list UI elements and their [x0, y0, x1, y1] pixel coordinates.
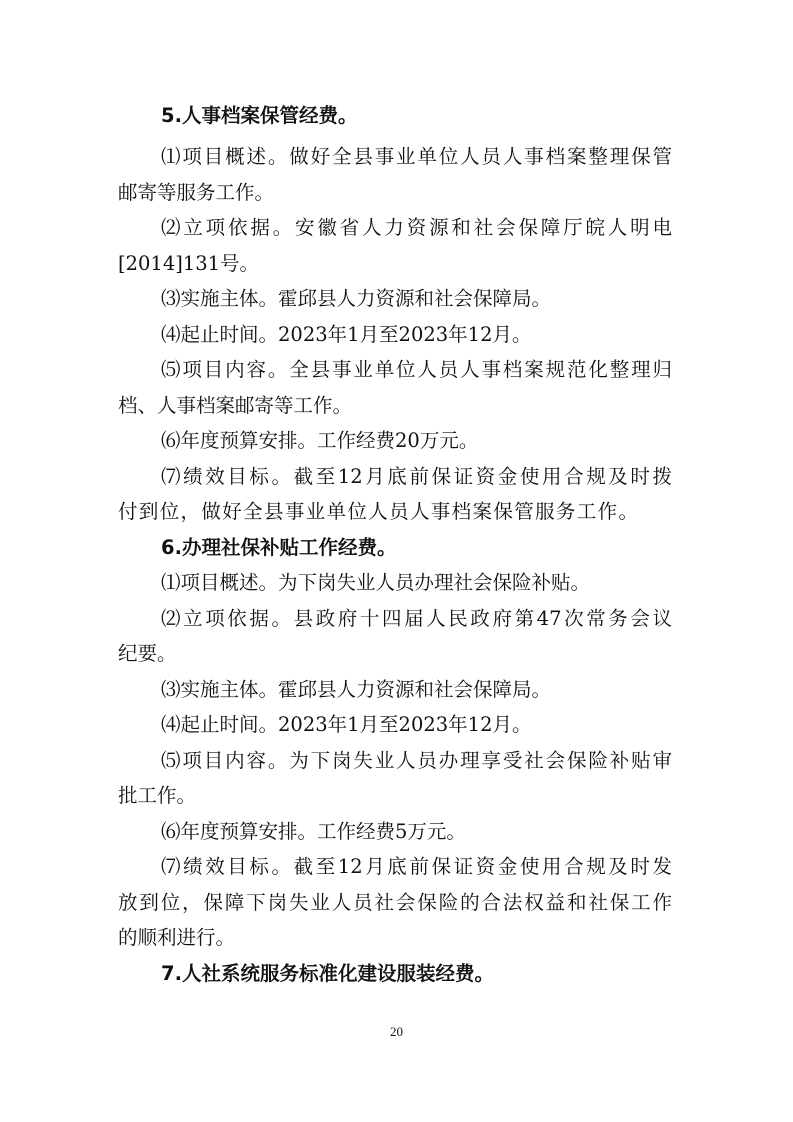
item-6-7-line1: ⑺绩效目标。截至12月底前保证资金使用合规及时发	[161, 855, 672, 878]
item-6-7-line2: 放到位，保障下岗失业人员社会保险的合法权益和社保工作	[118, 891, 672, 914]
item-6-6: ⑹年度预算安排。工作经费5万元。	[161, 820, 466, 843]
section-5-heading: 5.人事档案保管经费。	[161, 104, 358, 127]
item-5-5-line2: 档、人事档案邮寄等工作。	[118, 394, 353, 417]
item-5-7-line1: ⑺绩效目标。截至12月底前保证资金使用合规及时拨	[161, 465, 672, 488]
item-5-6: ⑹年度预算安排。工作经费20万元。	[161, 429, 479, 452]
item-5-5-line1: ⑸项目内容。全县事业单位人员人事档案规范化整理归	[161, 358, 672, 381]
item-5-2-line1: ⑵立项依据。安徽省人力资源和社会保障厅皖人明电	[161, 216, 672, 239]
page-number: 20	[390, 1024, 403, 1039]
section-6-heading: 6.办理社保补贴工作经费。	[161, 536, 397, 559]
item-6-2-line1: ⑵立项依据。县政府十四届人民政府第47次常务会议	[161, 607, 672, 630]
item-5-7-line2: 付到位，做好全县事业单位人员人事档案保管服务工作。	[118, 500, 638, 523]
item-6-4: ⑷起止时间。2023年1月至2023年12月。	[161, 713, 532, 736]
item-6-7-line3: 的顺利进行。	[118, 926, 236, 949]
item-5-1-line2: 邮寄等服务工作。	[118, 181, 275, 204]
section-7-heading: 7.人社系统服务标准化建设服装经费。	[161, 962, 494, 985]
item-5-1-line1: ⑴项目概述。做好全县事业单位人员人事档案整理保管	[161, 145, 672, 168]
item-6-5-line2: 批工作。	[118, 784, 197, 807]
item-6-1: ⑴项目概述。为下岗失业人员办理社会保险补贴。	[161, 571, 591, 594]
item-5-2-line2: [2014]131号。	[118, 252, 260, 275]
item-5-4: ⑷起止时间。2023年1月至2023年12月。	[161, 323, 532, 346]
item-6-2-line2: 纪要。	[118, 642, 177, 665]
item-6-3: ⑶实施主体。霍邱县人力资源和社会保障局。	[161, 678, 552, 701]
item-5-3: ⑶实施主体。霍邱县人力资源和社会保障局。	[161, 287, 552, 310]
item-6-5-line1: ⑸项目内容。为下岗失业人员办理享受社会保险补贴审	[161, 749, 672, 772]
